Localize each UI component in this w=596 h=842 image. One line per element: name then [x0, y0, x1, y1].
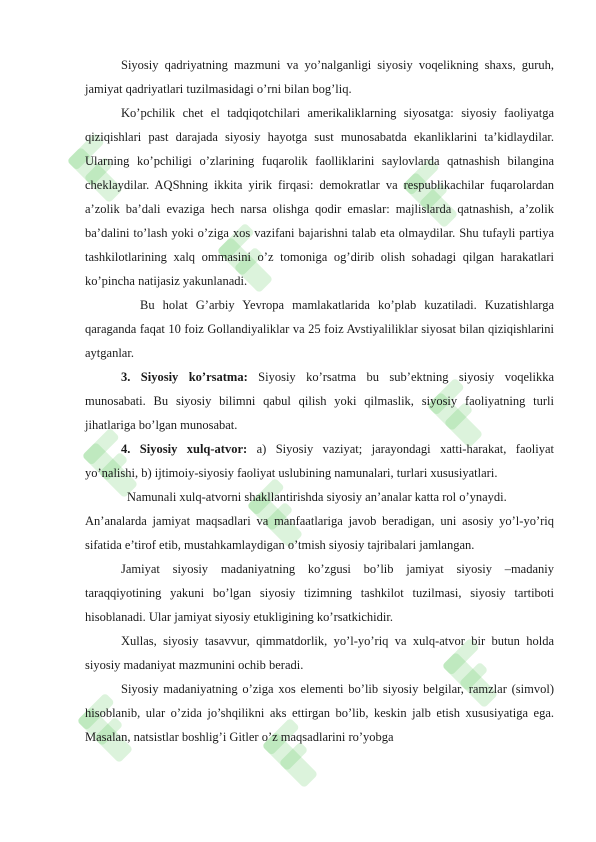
- paragraph: [85, 509, 554, 557]
- paragraph-text: Ko’pchilik chet el tadqiqotchilari amerikaliklarning siyosatga: siyosiy faoliyatga qiziqishlari past darajada siyosiy hayotga sust munosabatda ekanliklarini ta’kidlaydilar. Ularning ko’pchiligi o’zlarining fuqarolik faolliklarini saylovlarda qatnashish bilangina cheklaydilar. AQShning ikkita yirik firqasi: demokratlar va respublikachilar fuqarolardan a’zolik ba’dali evaziga hech narsa olishga qodir emaslar: majlislarda qatnashish, a’zolik ba’dalini to’lash yoki o’ziga xos vazifani bajarishni talab eta olmaydilar. Shu tufayli partiya tashkilotlarining xalq ommasini o’z tomoniga og’dirib olish sohadagi qilgan harakatlari ko’pincha natijasiz yakunlanadi.: [85, 106, 554, 288]
- paragraph: [85, 53, 554, 101]
- document-body: [85, 53, 554, 749]
- paragraph: [85, 293, 554, 365]
- paragraph-text: Xullas, siyosiy tasavvur, qimmatdorlik, yo’l-yo’riq va xulq-atvor bir butun holda siyosiy madaniyat mazmunini ochib beradi.: [85, 634, 554, 672]
- paragraph-text: Bu holat G’arbiy Yevropa mamlakatlarida ko’plab kuzatiladi. Kuzatishlarga qaraganda faqat 10 foiz Gollandiyaliklar va 25 foiz Avstiyaliliklar siyosat bilan qiziqishlarini aytganlar.: [85, 298, 554, 360]
- paragraph: [85, 485, 554, 509]
- paragraph: [85, 557, 554, 629]
- paragraph-text: Namunali xulq-atvorni shakllantirishda siyosiy an’analar katta rol o’ynaydi.: [127, 490, 507, 504]
- paragraph-text: Siyosiy ko’rsatma bu sub’ektning siyosiy voqelikka munosabati. Bu siyosiy bilimni qabul qilish yoki qilmaslik, siyosiy faoliyatning turli jihatlariga bo’lgan munosabat.: [85, 370, 555, 432]
- paragraph: [85, 101, 554, 293]
- paragraph-text: An’analarda jamiyat maqsadlari va manfaatlariga javob beradigan, uni asosiy yo’l-yo’riq sifatida e’tirof etib, mustahkamlaydigan o’tmish siyosiy tajribalari jamlangan.: [85, 514, 554, 552]
- paragraph-text: Jamiyat siyosiy madaniyatning ko’zgusi bo’lib jamiyat siyosiy –madaniy taraqqiyotining yakuni bo’lgan siyosiy tizimning tashkilot tuzilmasi, siyosiy tartiboti hisoblanadi. Ular jamiyat siyosiy etukligining ko’rsatkichidir.: [85, 562, 554, 624]
- paragraph-text: Siyosiy madaniyatning o’ziga xos elementi bo’lib siyosiy belgilar, ramzlar (simvol) hisoblanib, ular o’zida jo’shqilikni aks ettirgan bo’lib, keskin jalb etish xususiyatiga ega. Masalan, natsistlar boshlig’i Gitler o’z maqsadlarini ro’yobga: [85, 682, 554, 744]
- paragraph: [85, 677, 554, 749]
- paragraph-text: Siyosiy qadriyatning mazmuni va yo’nalganligi siyosiy voqelikning shaxs, guruh, jamiyat qadriyatlari tuzilmasidagi o’rni bilan bog’liq.: [85, 58, 554, 96]
- paragraph: [85, 437, 554, 485]
- paragraph-heading: 4. Siyosiy xulq-atvor:: [121, 442, 248, 456]
- paragraph: [85, 629, 554, 677]
- paragraph-heading: 3. Siyosiy ko’rsatma:: [121, 370, 248, 384]
- paragraph-text: a) Siyosiy vaziyat; jarayondagi xatti-harakat, faoliyat yo’nalishi, b) ijtimoiy-siyosiy faoliyat uslubining namunalari, turlari xususiyatlari.: [85, 442, 554, 480]
- paragraph: [85, 365, 554, 437]
